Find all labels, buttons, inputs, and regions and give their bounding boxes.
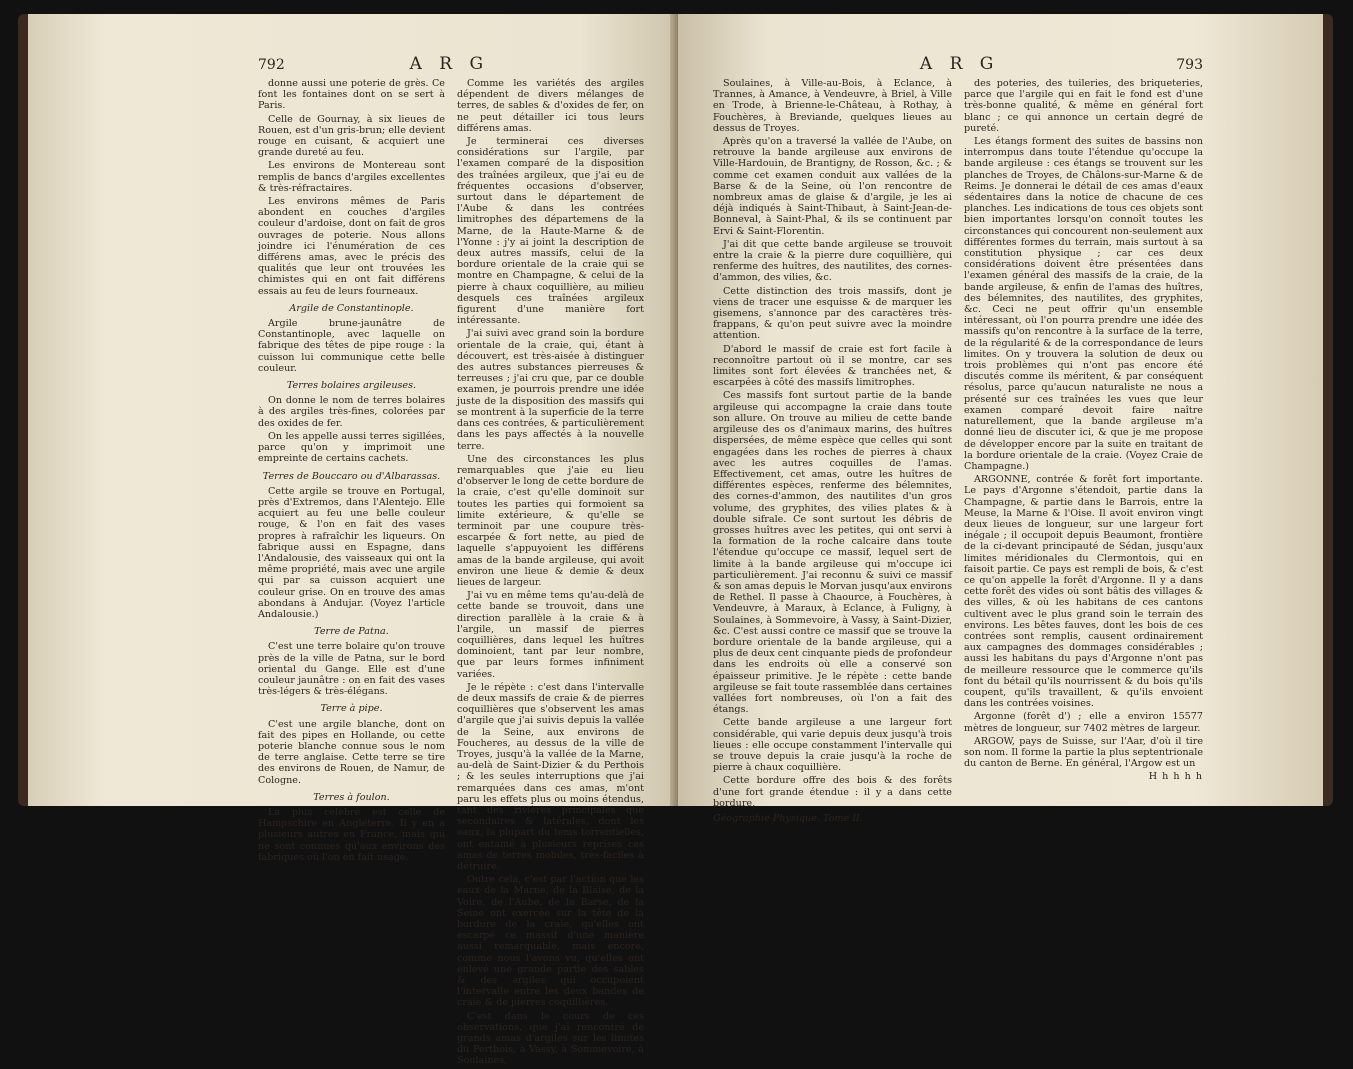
left-column-1 bbox=[258, 78, 445, 1069]
paragraph: Celle de Gournay, à six lieues de Rouen, est d'un gris-brun; elle devient rouge en cuisant, & acquiert une grande dureté au feu. bbox=[258, 113, 445, 159]
paragraph: La plus célèbre est celle de Hampschire en Angleterre. Il y en a plusieurs autres en France, mais qui ne sont connues qu'aux environs des fabriques où l'on en fait usage. bbox=[258, 806, 445, 863]
signature-mark: H h h h h bbox=[1148, 771, 1203, 783]
paragraph: Cette bordure offre des bois & des forêts d'une fort grande étendue : il y a dans cette bordure, bbox=[713, 775, 952, 809]
right-page-number: 793 bbox=[1176, 57, 1203, 73]
paragraph: Les environs mêmes de Paris abondent en couches d'argiles couleur d'ardoise, dont on fait de gros ouvrages de poterie. Nous allons joindre ici l'énumération de ces différens amas, avec le précis des qualités que leur ont trouvées les chimistes qui en ont fait différens essais au feu de leurs fourneaux. bbox=[258, 196, 445, 297]
left-page-number: 792 bbox=[258, 57, 285, 73]
section-heading: Terres de Bouccaro ou d'Albarassas. bbox=[262, 470, 441, 482]
paragraph: Soulaines, à Ville-au-Bois, à Eclance, à Trannes, à Amance, à Vendeuvre, à Briel, à Ville en Trode, à Brienne-le-Château, à Rothay, à Fouchères, à Breviande, quelques lieues au dessus de Troyes. bbox=[713, 78, 952, 134]
paragraph: J'ai vu en même tems qu'au-delà de cette bande se trouvoit, dans une direction parallèle à la craie & à l'argile, un massif de pierres coquillières, dans lequel les huîtres dominoient, tant par leur nombre, que par leurs formes infiniment variées. bbox=[457, 590, 644, 680]
paragraph: On donne le nom de terres bolaires à des argiles très-fines, colorées par des oxides de fer. bbox=[258, 395, 445, 429]
paragraph: Je terminerai ces diverses considérations sur l'argile, par l'examen comparé de la disposition des traînées argileux, que j'ai eu de fréquentes occasions d'observer, surtout dans le département de l'Aube & dans les contrées limitrophes des départemens de la Marne, de la Haute-Marne & de l'Yonne : j'y ai joint la description de deux autres massifs, celui de la bordure orientale de la craie qui se montre en Champagne, & celui de la pierre à chaux coquillière, au milieu desquels ces traînées argileux figurent d'une manière fort intéressante. bbox=[457, 136, 644, 327]
paragraph: Cette distinction des trois massifs, dont je viens de tracer une esquisse & de marquer les gisemens, s'annonce par des caractères très-frappans, & qu'on peut suivre avec la moindre attention. bbox=[713, 285, 952, 342]
right-running-head: A R G bbox=[919, 54, 1000, 74]
paragraph: Ces massifs font surtout partie de la bande argileuse qui accompagne la craie dans toute son allure. On trouve au milieu de cette bande argileuse des os d'animaux marins, des huîtres dispersées, de même espèce que celles qui sont engagées dans les roches de pierres à chaux avec les autres coquilles de l'amas. Effectivement, cet amas, outre les huîtres de différentes espèces, renferme des bélemnites, des cornes-d'ammon, des nautilites d'un gros volume, des gryphites, des vilies plates & à double sifrale. Ce sont surtout les débris de grosses huîtres avec les petites, qui ont servi à la formation de la roche calcaire dans toute l'étendue qu'occupe ce massif, lequel sert de limite à la bande argileuse qui m'occupe ici particulièrement. J'ai reconnu & suivi ce massif & son amas depuis le Morvan jusqu'aux environs de Rethel. Il passe à Chaource, à Fouchères, à Vendeuvre, à Maraux, à Eclance, à Fuligny, à Soulaines, à Sommevoire, à Vassy, à Saint-Dizier, &c. C'est aussi contre ce massif que se trouve la bordure orientale de la bande argileuse, qui a plus de deux cent cinquante pieds de profondeur dans les endroits où elle a conservé son épaisseur primitive. Je le répète : cette bande argileuse se fait toute rassemblée dans certaines vallées fort nombreuses, où l'on a fait des étangs. bbox=[713, 390, 952, 716]
paragraph: J'ai suivi avec grand soin la bordure orientale de la craie, qui, étant à découvert, est très-aisée à distinguer des autres substances pierreuses & terreuses ; j'ai cru que, par ce double examen, je pourrois prendre une idée juste de la disposition des massifs qui se montrent à la superficie de la terre dans ces contrées, & particulièrement dans les pays affectés à la nouvelle terre. bbox=[457, 328, 644, 452]
section-heading: Terre à pipe. bbox=[320, 703, 383, 715]
section-heading: Argile de Constantinople. bbox=[289, 302, 414, 314]
paragraph: Une des circonstances les plus remarquables que j'aie eu lieu d'observer le long de cette bordure de la craie, c'est qu'elle dominoit sur toutes les parties qui formoient sa limite extérieure, & qu'elle se terminoit par une coupure très-escarpée & fort nette, au pied de laquelle s'appuyoient les différens amas de la bande argileuse, qui avoit environ une lieue & demie & deux lieues de largeur. bbox=[457, 453, 644, 588]
left-column-2 bbox=[457, 78, 644, 1069]
paragraph: C'est une argile blanche, dont on fait des pipes en Hollande, ou cette poterie blanche connue sous le nom de terre anglaise. Cette terre se tire des environs de Rouen, de Namur, de Cologne. bbox=[258, 718, 445, 786]
paragraph: Après qu'on a traversé la vallée de l'Aube, on retrouve la bande argileuse aux environs de Ville-Hardouin, de Brantigny, de Rosson, &c. ; & comme cet examen conduit aux vallées de la Barse & de la Seine, où l'on rencontre de nombreux amas de glaise & d'argile, je les ai déjà indiqués à Saint-Thibaut, à Saint-Jean-de-Bonneval, à Saint-Phal, & ils se continuent par Ervi & Saint-Florentin. bbox=[713, 136, 952, 237]
paragraph: Argile brune-jaunâtre de Constantinople, avec laquelle on fabrique des têtes de pipe rouge : la cuisson lui communique cette belle couleur. bbox=[258, 318, 445, 374]
paragraph: Outre cela, c'est par l'action que les eaux de la Marne, de la Blaise, de la Voire, de l'Aube, de la Barse, de la Seine ont exercée sur la tête de la bordure de la craie, qu'elles ont escarpé ce massif d'une manière aussi remarquable, mais encore, comme nous l'avons vu, qu'elles ont enlevé une grande partie des sables & des argiles qui occupoient l'intervalle entre les deux bandes de craie & de pierres coquillières. bbox=[457, 874, 644, 1009]
left-page bbox=[28, 14, 676, 1067]
paragraph: Cette bande argileuse a une largeur fort considérable, qui varie depuis deux jusqu'à trois lieues : elle occupe constamment l'intervalle qui se trouve depuis la craie jusqu'à la roche de pierre à chaux coquillière. bbox=[713, 717, 952, 774]
right-page-header bbox=[713, 54, 1203, 74]
paragraph: ARGONNE, contrée & forêt fort importante. Le pays d'Argonne s'étendoit, partie dans la Champagne, & partie dans le Barrois, entre la Meuse, la Marne & l'Oise. Il avoit environ vingt deux lieues de longueur, sur une largeur fort inégale ; il occupoit depuis Beaumont, frontière de la ci-devant principauté de Sédan, jusqu'aux limites méridionales du Clermontois, qui en faisoit partie. Ce pays est rempli de bois, & c'est ce qu'on appelle la forêt d'Argonne. Il y a dans cette forêt des vides où sont bâtis des villages & des villes, & où les habitans de ces cantons cultivent avec le plus grand soin le terrain des environs. Les bêtes fauves, dont les bois de ces contrées sont remplis, causent ordinairement aux campagnes des dommages considérables ; aussi les habitans du pays d'Argonne n'ont pas de meilleure ressource que le commerce qu'ils font du bétail qu'ils nourrissent & du bois qu'ils coupent, qu'ils travaillent, & qu'ils envoient dans les contrées voisines. bbox=[964, 474, 1203, 710]
section-heading: Terre de Patna. bbox=[314, 626, 389, 638]
paragraph: J'ai dit que cette bande argileuse se trouvoit entre la craie & la pierre dure coquillière, qui renferme des huîtres, des nautilites, des cornes-d'ammon, des vilies, &c. bbox=[713, 238, 952, 284]
paragraph: Les étangs forment des suites de bassins non interrompus dans toute l'étendue qu'occupe la bande argileuse : ces étangs se trouvent sur les planches de Troyes, de Châlons-sur-Marne & de Reims. Je donnerai le détail de ces amas d'eaux sédentaires dans la notice de chacune de ces planches. Les indications de tous ces objets sont bien importantes lorsqu'on connoît toutes les circonstances qui concourent non-seulement aux différentes formes du terrain, mais surtout à sa constitution physique ; car ces deux considérations doivent être présentées dans l'examen général des massifs de la craie, de la bande argileuse, & enfin de l'amas des huîtres, des bélemnites, des nautilites, des gryphites, &c. Ceci ne peut offrir qu'un ensemble intéressant, où l'on pourra prendre une idée des massifs qu'on rencontre à la surface de la terre, de la régularité & de la correspondance de leurs limites. On y trouvera la solution de deux ou trois problèmes qui n'ont pas encore été discutés comme ils méritent, & par conséquent résolus, parce qu'aucun naturaliste ne nous a présenté sur ces traînées les vues que leur examen comparé devoit faire naître naturellement, que la bande argileuse m'a donné lieu de discuter ici, & que je me propose de développer encore par la suite en traitant de la bordure orientale de la craie. (Voyez Craie de Champagne.) bbox=[964, 136, 1203, 472]
paragraph: Je le répète : c'est dans l'intervalle de deux massifs de craie & de pierres coquillières que s'observent les amas d'argile que j'ai suivis depuis la vallée de la Seine, aux environs de Foucheres, au dessus de la ville de Troyes, jusqu'à la vallée de la Marne, au-delà de Saint-Dizier & du Perthois ; & les seules interruptions que j'ai remarquées dans ces amas, m'ont paru les effets plus ou moins étendus, tant des rivières principales que secondaires & latérales, dont les eaux, la plupart du tems torrentielles, ont entamé à plusieurs reprises ces amas de terres mobiles, très-faciles à détruire. bbox=[457, 681, 644, 873]
paragraph: On les appelle aussi terres sigillées, parce qu'on y imprimoit une empreinte de certains cachets. bbox=[258, 430, 445, 465]
paragraph: D'abord le massif de craie est fort facile à reconnoître partout où il se montre, car ses limites sont fort élevées & tranchées net, & escarpées à côté des massifs limitrophes. bbox=[713, 343, 952, 389]
right-column-1 bbox=[713, 78, 952, 826]
left-running-head: A R G bbox=[409, 54, 490, 74]
right-column-2 bbox=[964, 78, 1203, 826]
paragraph: C'est dans le cours de ces observations, que j'ai rencontré de grands amas d'argiles sur les limites du Perthois, à Vassy, à Sommevoire, à Soulaines, bbox=[457, 1010, 644, 1067]
right-page bbox=[678, 14, 1323, 824]
paragraph: Cette argile se trouve en Portugal, près d'Extremos, dans l'Alentejo. Elle acquiert au feu une belle couleur rouge, & l'on en fait des vases propres à rafraîchir les liqueurs. On fabrique aussi en Espagne, dans l'Andalousie, des vaisseaux qui ont la même propriété, mais avec une argile qui par sa cuisson acquiert une couleur grise. On en trouve des amas abondans à Andujar. (Voyez l'article Andalousie.) bbox=[258, 485, 445, 620]
open-book bbox=[18, 14, 1333, 1067]
paragraph: Les environs de Montereau sont remplis de bancs d'argiles excellentes & très-réfractaires. bbox=[258, 160, 445, 194]
section-heading: Terres à foulon. bbox=[313, 791, 390, 803]
paragraph: ARGOW, pays de Suisse, sur l'Aar, d'où il tire son nom. Il forme la partie la plus septentrionale du canton de Berne. En général, l'Argow est un bbox=[964, 735, 1203, 770]
paragraph: Argonne (forêt d') ; elle a environ 15577 mètres de longueur, sur 7402 mètres de largeur. bbox=[964, 711, 1203, 734]
paragraph: Comme les variétés des argiles dépendent de divers mélanges de terres, de sables & d'oxides de fer, on ne peut détailler ici tous leurs différens amas. bbox=[457, 78, 644, 134]
page-footer: Géographie-Physique. Tome II. bbox=[713, 813, 863, 824]
section-heading: Terres bolaires argileuses. bbox=[286, 380, 417, 392]
paragraph: C'est une terre bolaire qu'on trouve près de la ville de Patna, sur le bord oriental du Gange. Elle est d'une couleur jaunâtre : on en fait des vases très-légers & très-élégans. bbox=[258, 641, 445, 698]
left-page-header bbox=[258, 54, 644, 74]
paragraph: donne aussi une poterie de grès. Ce font les fontaines dont on se sert à Paris. bbox=[258, 78, 445, 112]
paragraph: des poteries, des tuileries, des briqueteries, parce que l'argile qui en fait le fond est d'une très-bonne qualité, & même en général fort blanc ; ce qui annonce un certain degré de pureté. bbox=[964, 78, 1203, 134]
